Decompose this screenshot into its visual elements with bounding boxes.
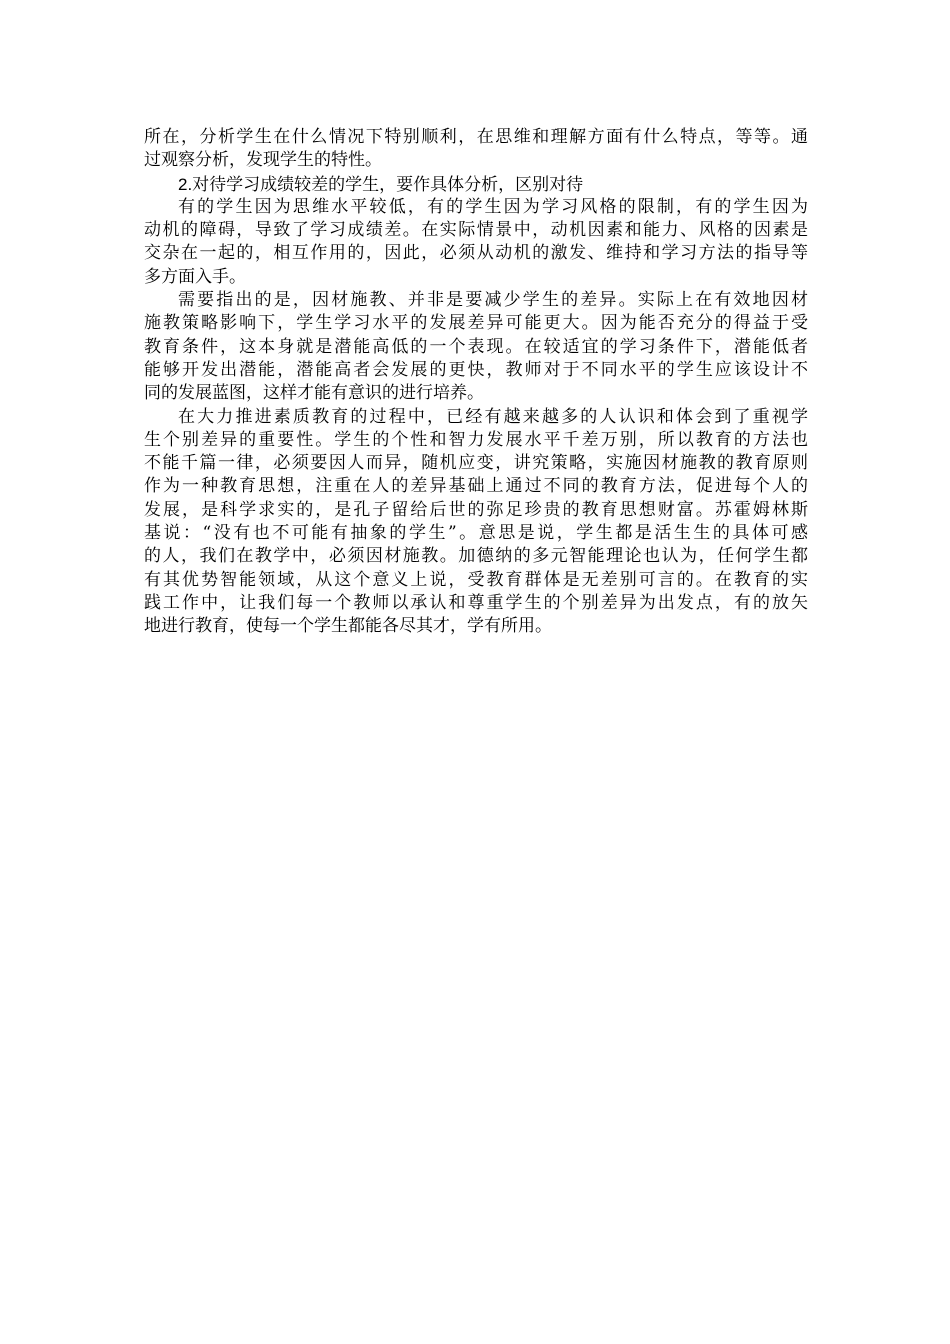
text-line: 生个别差异的重要性。学生的个性和智力发展水平千差万别，所以教育的方法也 bbox=[144, 429, 808, 450]
text-line: 所在，分析学生在什么情况下特别顺利，在思维和理解方面有什么特点，等等。通 bbox=[144, 127, 808, 147]
text-line: 交杂在一起的，相互作用的，因此，必须从动机的激发、维持和学习方法的指导等 bbox=[144, 243, 808, 264]
text-line: 多方面入手。 bbox=[144, 266, 246, 287]
text-line: 同的发展蓝图，这样才能有意识的进行培养。 bbox=[144, 383, 484, 404]
text-line: 教育条件，这本身就是潜能高低的一个表现。在较适宜的学习条件下，潜能低者 bbox=[144, 336, 808, 357]
text-line: 发展，是科学求实的，是孔子留给后世的弥足珍贵的教育思想财富。苏霍姆林斯 bbox=[144, 499, 808, 520]
text-line: 不能千篇一律，必须要因人而异，随机应变，讲究策略，实施因材施教的教育原则 bbox=[144, 453, 808, 474]
text-line: 动机的障碍，导致了学习成绩差。在实际情景中，动机因素和能力、风格的因素是 bbox=[144, 220, 808, 241]
text-line: 基说：“没有也不可能有抽象的学生”。意思是说，学生都是活生生的具体可感 bbox=[144, 523, 808, 544]
text-line: 过观察分析，发现学生的特性。 bbox=[144, 150, 382, 171]
text-line: 需要指出的是，因材施教、并非是要减少学生的差异。实际上在有效地因材 bbox=[178, 290, 808, 311]
text-line: 能够开发出潜能，潜能高者会发展的更快，教师对于不同水平的学生应该设计不 bbox=[144, 359, 808, 380]
text-line: 有其优势智能领域，从这个意义上说，受教育群体是无差别可言的。在教育的实 bbox=[144, 569, 808, 590]
text-line: 地进行教育，使每一个学生都能各尽其才，学有所用。 bbox=[144, 616, 552, 637]
text-line: 在大力推进素质教育的过程中，已经有越来越多的人认识和体会到了重视学 bbox=[178, 406, 808, 427]
text-line: 有的学生因为思维水平较低，有的学生因为学习风格的限制，有的学生因为 bbox=[178, 196, 808, 217]
document-page bbox=[144, 126, 808, 639]
text-line: 践工作中，让我们每一个教师以承认和尊重学生的个别差异为出发点，有的放矢 bbox=[144, 592, 808, 613]
text-line: 的人，我们在教学中，必须因材施教。加德纳的多元智能理论也认为，任何学生都 bbox=[144, 546, 808, 567]
section-heading: 2.对待学习成绩较差的学生，要作具体分析，区别对待 bbox=[178, 174, 584, 194]
text-line: 施教策略影响下，学生学习水平的发展差异可能更大。因为能否充分的得益于受 bbox=[144, 313, 808, 334]
text-line: 作为一种教育思想，注重在人的差异基础上通过不同的教育方法，促进每个人的 bbox=[144, 476, 808, 497]
